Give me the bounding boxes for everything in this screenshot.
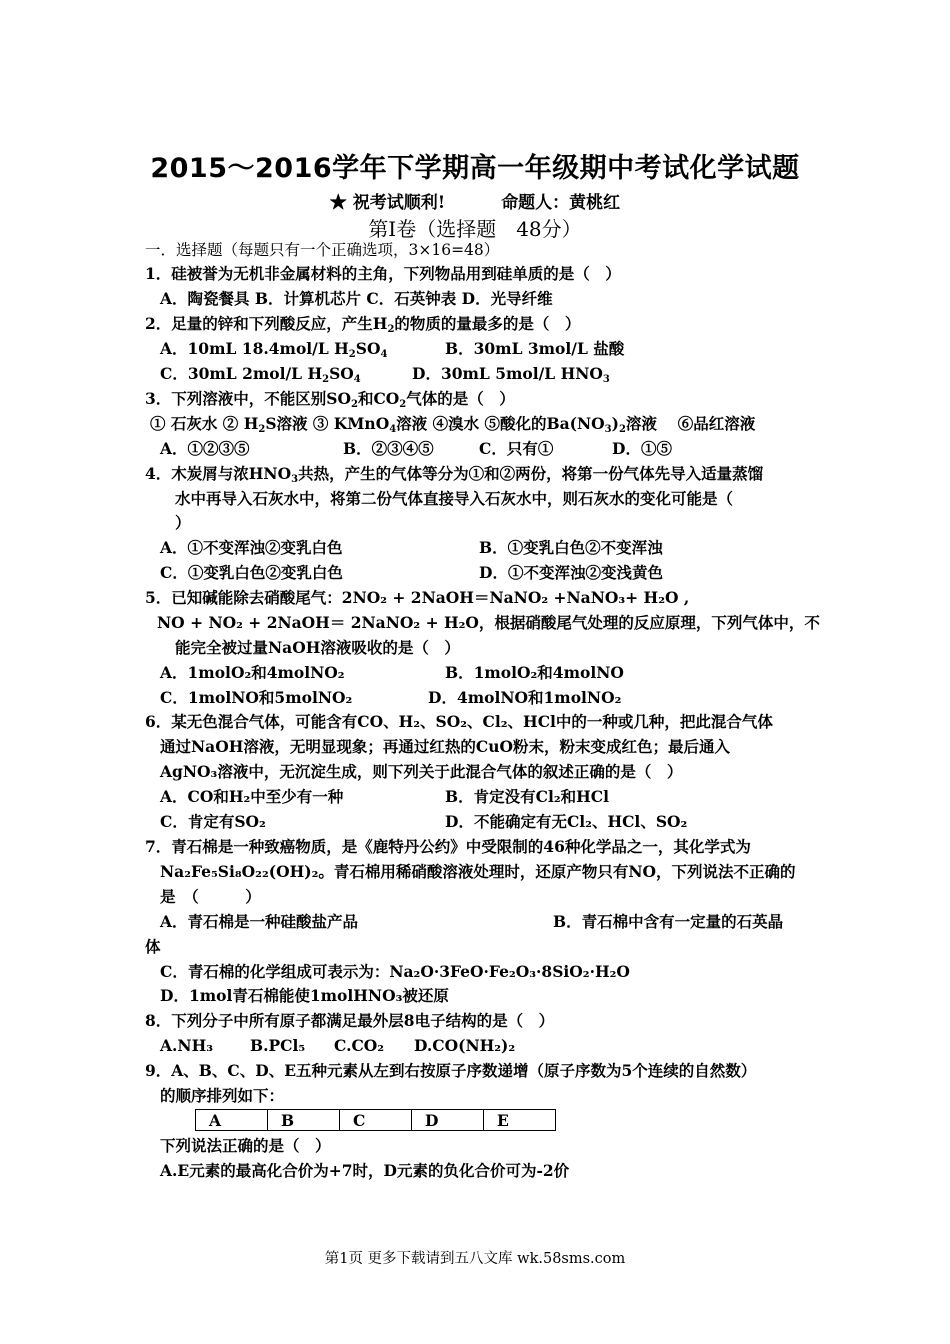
question-3-stem: 3．下列溶液中，不能区别$SO_2$和$CO_2$气体的是（ ）	[145, 389, 515, 410]
wish-text: ★ 祝考试顺利!	[329, 193, 446, 213]
question-7-option-c: C．青石棉的化学组成可表示为：Na₂O·3FeO·Fe₂O₃·8SiO₂·H₂O	[160, 962, 630, 981]
element-cell: C	[340, 1110, 412, 1131]
element-cell: A	[196, 1110, 268, 1131]
question-5-option-c: C．1molNO和5molNO₂	[160, 688, 353, 707]
question-2-option-c: C．30mL 2mol/L $H_2SO_4$	[160, 364, 361, 385]
question-9-stem-line-1: 9．A、B、C、D、E五种元素从左到右按原子序数递增（原子序数为5个连续的自然数）	[145, 1061, 757, 1080]
question-6-stem-line-3: AgNO₃溶液中，无沉淀生成，则下列关于此混合气体的叙述正确的是（ ）	[160, 762, 683, 781]
question-9-stem-line-2: 的顺序排列如下：	[160, 1086, 285, 1105]
question-1-stem: 1．硅被誉为无机非金属材料的主角，下列物品用到硅单质的是（ ）	[145, 264, 621, 283]
element-order-table	[195, 1109, 556, 1131]
question-2-option-b: B．30mL 3mol/L 盐酸	[445, 339, 625, 358]
question-6-option-c: C．肯定有SO₂	[160, 812, 266, 831]
question-3-option-d: D．①⑤	[612, 439, 672, 458]
question-7-stem-line-2: Na₂Fe₅Si₈O₂₂(OH)₂。青石棉用稀硝酸溶液处理时，还原产物只有NO，下列说法不正确的	[160, 862, 796, 881]
page-title: 2015～2016学年下学期高一年级期中考试化学试题	[150, 153, 800, 184]
question-4-option-b: B．①变乳白色②不变浑浊	[479, 538, 663, 557]
element-cell: B	[268, 1110, 340, 1131]
question-2-option-d: D．30mL 5mol/L $HNO_3$	[412, 364, 610, 385]
question-3-items: ① 石灰水 ② $H_2S$溶液 ③ KMnO$_4$溶液 ④溴水 ⑤酸化的$Ba(NO_3)_2$溶液 ⑥品红溶液	[150, 414, 756, 435]
question-5-option-b: B．1molO₂和4molNO	[445, 663, 624, 682]
question-8-option-b: B.PCl₅	[250, 1036, 306, 1055]
question-5-stem-line-2: NO + NO₂ + 2NaOH＝ 2NaNO₂ + H₂O，根据硝酸尾气处理的反应原理，下列气体中，不	[157, 613, 820, 632]
volume-heading: 第Ⅰ卷（选择题 48分）	[368, 217, 582, 241]
question-9-option-a: A.E元素的最高化合价为+7时，D元素的负化合价可为-2价	[160, 1161, 570, 1180]
question-8-stem: 8．下列分子中所有原子都满足最外层8电子结构的是（ ）	[145, 1011, 555, 1030]
question-3-option-a: A．①②③⑤	[160, 439, 250, 458]
subtitle	[0, 188, 950, 213]
question-4-option-d: D．①不变浑浊②变浅黄色	[479, 563, 663, 582]
question-8-option-a: A.NH₃	[160, 1036, 214, 1055]
question-6-stem-line-2: 通过NaOH溶液，无明显现象；再通过红热的CuO粉末，粉末变成红色；最后通入	[160, 737, 730, 756]
question-7-option-a: A．青石棉是一种硅酸盐产品	[160, 912, 359, 931]
question-7-option-b: B．青石棉中含有一定量的石英晶	[553, 912, 784, 931]
question-5-option-a: A．1molO₂和4molNO₂	[160, 663, 345, 682]
question-8-option-d: D.CO(NH₂)₂	[414, 1036, 516, 1055]
question-6-option-a: A．CO和H₂中至少有一种	[160, 787, 344, 806]
question-4-option-a: A．①不变浑浊②变乳白色	[160, 538, 343, 557]
question-4-option-c: C．①变乳白色②变乳白色	[160, 563, 343, 582]
question-6-option-d: D．不能确定有无Cl₂、HCl、SO₂	[445, 812, 688, 831]
question-7-stem-line-1: 7．青石棉是一种致癌物质，是《鹿特丹公约》中受限制的46种化学品之一，其化学式为	[145, 837, 751, 856]
question-8-option-c: C.CO₂	[334, 1036, 385, 1055]
page-footer: 第1页 更多下载请到五八文库 wk.58sms.com	[324, 1251, 626, 1267]
element-cell: D	[412, 1110, 484, 1131]
question-6-option-b: B．肯定没有Cl₂和HCl	[445, 787, 609, 806]
question-7-option-d: D．1mol青石棉能使1molHNO₃被还原	[160, 986, 449, 1005]
question-6-stem-line-1: 6．某无色混合气体，可能含有CO、H₂、SO₂、Cl₂、HCl中的一种或几种，把此混合气体	[145, 712, 773, 731]
question-5-stem-line-3: 能完全被过量NaOH溶液吸收的是（ ）	[175, 638, 460, 657]
question-4-stem-line-2: 水中再导入石灰水中，将第二份气体直接导入石灰水中，则石灰水的变化可能是（	[175, 489, 734, 508]
author-text: 命题人：黄桃红	[501, 193, 621, 213]
element-cell: E	[484, 1110, 556, 1131]
table-row	[196, 1110, 556, 1131]
question-2-option-a: A．10mL 18.4mol/L $H_2SO_4$	[160, 339, 388, 360]
question-5-stem-line-1: 5．已知碱能除去硝酸尾气：2NO₂ + 2NaOH＝NaNO₂ +NaNO₃+ H₂O ,	[145, 588, 690, 607]
question-7-option-b-wrap: 体	[145, 937, 161, 956]
question-4-stem-line-3: ）	[175, 513, 191, 532]
question-1-options: A．陶瓷餐具 B．计算机芯片 C．石英钟表 D．光导纤维	[160, 289, 553, 308]
question-7-stem-line-3: 是 （ ）	[160, 887, 261, 906]
question-3-option-b: B．②③④⑤	[343, 439, 434, 458]
question-4-stem-line-1: 4．木炭屑与浓$HNO_3$共热，产生的气体等分为①和②两份，将第一份气体先导入适量蒸馏	[145, 464, 764, 485]
question-9-stem-line-3: 下列说法正确的是（ ）	[160, 1136, 331, 1155]
section-heading: 一．选择题（每题只有一个正确选项，3×16=48）	[145, 241, 500, 259]
question-5-option-d: D．4molNO和1molNO₂	[428, 688, 622, 707]
question-3-option-c: C．只有①	[479, 439, 554, 458]
question-2-stem: 2．足量的锌和下列酸反应，产生$H_2$的物质的量最多的是（ ）	[145, 314, 581, 335]
